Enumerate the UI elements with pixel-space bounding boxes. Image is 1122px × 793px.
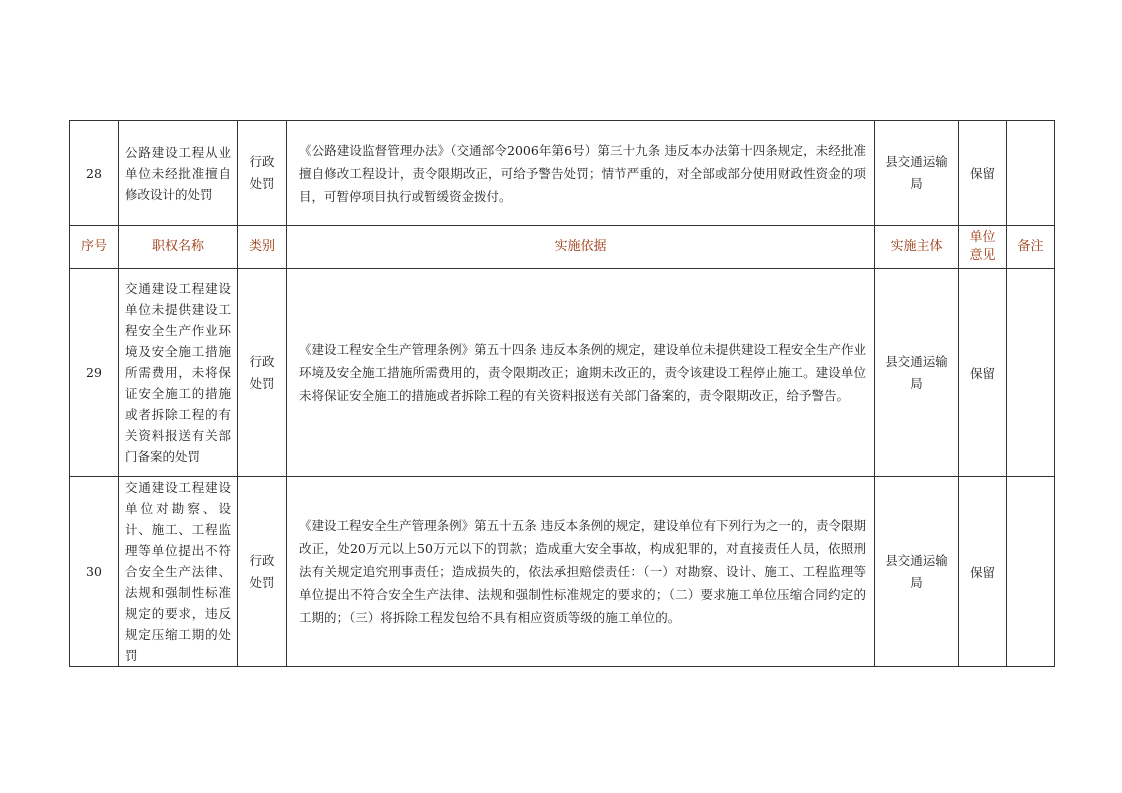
header-row <box>70 226 1055 269</box>
category-cell <box>238 269 287 477</box>
category-line-1: 行政 <box>249 154 275 169</box>
powers-table <box>69 120 1055 667</box>
seq-cell: 28 <box>70 121 119 226</box>
power-name-cell: 交通建设工程建设单位对勘察、设计、施工、工程监理等单位提出不符合安全生产法律、法规和强制性标准规定的要求，违反规定压缩工期的处罚 <box>119 477 238 667</box>
header-type-label: 类别 <box>248 239 275 254</box>
table-row <box>70 269 1055 477</box>
seq-cell: 30 <box>70 477 119 667</box>
basis-cell: 《公路建设监督管理办法》（交通部令2006年第6号）第三十九条 违反本办法第十四条规定，未经批准擅自修改工程设计，责令限期改正，可给予警告处罚；情节严重的，对全部或部分使用财政性资金的项目，可暂停项目执行或暂缓资金拨付。 <box>287 121 875 226</box>
header-basis <box>287 226 875 269</box>
subject-line-1: 县交通运输 <box>885 552 948 568</box>
basis-cell: 《建设工程安全生产管理条例》第五十四条 违反本条例的规定，建设单位未提供建设工程安全生产作业环境及安全施工措施所需费用的，责令限期改正；逾期未改正的，责令该建设工程停止施工。建设单位未将保证安全施工的措施或者拆除工程的有关资料报送有关部门备案的，责令限期改正，给予警告。 <box>287 269 875 477</box>
header-basis-label: 实施依据 <box>554 239 607 254</box>
category-cell <box>238 121 287 226</box>
seq-cell: 29 <box>70 269 119 477</box>
subject-line-2: 局 <box>910 176 923 191</box>
header-subject <box>875 226 959 269</box>
table-row <box>70 477 1055 667</box>
subject-line-2: 局 <box>910 375 923 391</box>
subject-line-1: 县交通运输 <box>885 353 948 369</box>
table-row <box>70 121 1055 226</box>
category-line-2: 处罚 <box>249 375 275 391</box>
opinion-cell: 保留 <box>959 477 1007 667</box>
header-subject-label: 实施主体 <box>890 239 943 254</box>
header-note-label: 备注 <box>1017 239 1044 254</box>
header-opinion-label-1: 单位 <box>969 230 996 245</box>
opinion-cell: 保留 <box>959 269 1007 477</box>
note-cell <box>1007 121 1055 226</box>
header-opinion-label-2: 意见 <box>969 248 996 263</box>
subject-cell <box>875 477 959 667</box>
opinion-cell: 保留 <box>959 121 1007 226</box>
subject-cell <box>875 121 959 226</box>
subject-line-2: 局 <box>910 574 923 590</box>
category-line-2: 处罚 <box>249 574 275 590</box>
header-type <box>238 226 287 269</box>
subject-cell <box>875 269 959 477</box>
category-line-2: 处罚 <box>249 176 275 191</box>
note-cell <box>1007 269 1055 477</box>
power-name-cell: 公路建设工程从业单位未经批准擅自修改设计的处罚 <box>119 121 238 226</box>
note-cell <box>1007 477 1055 667</box>
header-name <box>119 226 238 269</box>
category-line-1: 行政 <box>249 552 275 568</box>
header-seq <box>70 226 119 269</box>
header-seq-label: 序号 <box>80 239 107 254</box>
subject-line-1: 县交通运输 <box>885 154 948 169</box>
header-name-label: 职权名称 <box>151 239 204 254</box>
header-note <box>1007 226 1055 269</box>
power-name-cell: 交通建设工程建设单位未提供建设工程安全生产作业环境及安全施工措施所需费用，未将保证安全施工的措施或者拆除工程的有关资料报送有关部门备案的处罚 <box>119 269 238 477</box>
header-opinion <box>959 226 1007 269</box>
basis-cell: 《建设工程安全生产管理条例》第五十五条 违反本条例的规定，建设单位有下列行为之一的，责令限期改正，处20万元以上50万元以下的罚款；造成重大安全事故，构成犯罪的，对直接责任人员，依照刑法有关规定追究刑事责任；造成损失的，依法承担赔偿责任：（一）对勘察、设计、施工、工程监理等单位提出不符合安全生产法律、法规和强制性标准规定的要求的；（二）要求施工单位压缩合同约定的工期的；（三）将拆除工程发包给不具有相应资质等级的施工单位的。 <box>287 477 875 667</box>
category-line-1: 行政 <box>249 353 275 369</box>
category-cell <box>238 477 287 667</box>
